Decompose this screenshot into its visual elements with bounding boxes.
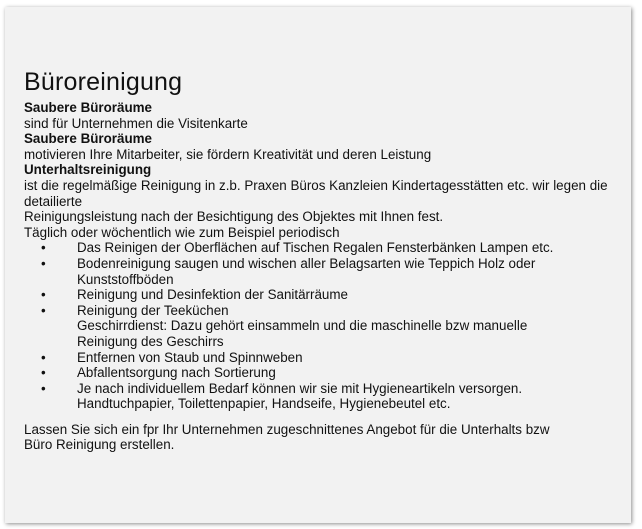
list-item-text: Reinigung der Teeküchen xyxy=(77,302,229,318)
intro-line: Reinigungsleistung nach der Besichtigung des Objektes mit Ihnen fest. xyxy=(24,209,444,225)
list-item xyxy=(77,240,577,256)
list-item-text: Reinigung und Desinfektion der Sanitärräume xyxy=(77,287,348,303)
list-item xyxy=(77,365,577,381)
list-item xyxy=(77,303,577,350)
list-item-subtext: Geschirrdienst: Dazu gehört einsammeln und die maschinelle bzw manuelle Reinigung des Geschirrs xyxy=(77,318,528,349)
section-text: ist die regelmäßige Reinigung in z.b. Praxen Büros Kanzleien Kindertagesstätten etc. wir legen die detailierte xyxy=(24,177,608,209)
list-item xyxy=(77,381,577,412)
list-item-text: Das Reinigen der Oberflächen auf Tischen Regalen Fensterbänken Lampen etc. xyxy=(77,240,554,256)
section-heading: Saubere Büroräume xyxy=(24,100,152,115)
closing-paragraph: Lassen Sie sich ein fpr Ihr Unternehmen zugeschnittenes Angebot für die Unterhalts bzw Büro Reinigung erstellen. xyxy=(24,421,550,453)
list-item-text: Abfallentsorgung nach Sortierung xyxy=(77,365,276,381)
list-item-subtext: Handtuchpapier, Toilettenpapier, Handseife, Hygienebeutel etc. xyxy=(77,396,451,412)
section-heading: Saubere Büroräume xyxy=(24,131,152,147)
service-list xyxy=(24,240,577,412)
list-item-text: Entfernen von Staub und Spinnweben xyxy=(77,349,303,365)
page-title: Büroreinigung xyxy=(24,68,183,96)
list-item xyxy=(77,256,577,287)
list-item xyxy=(77,350,577,366)
section-text: sind für Unternehmen die Visitenkarte xyxy=(24,115,248,131)
section-text: motivieren Ihre Mitarbeiter, sie fördern Kreativität und deren Leistung xyxy=(24,146,432,162)
list-item xyxy=(77,287,577,303)
list-item-text: Je nach individuellem Bedarf können wir sie mit Hygieneartikeln versorgen. xyxy=(77,380,523,396)
intro-line: Täglich oder wöchentlich wie zum Beispiel periodisch xyxy=(24,224,340,240)
list-item-text: Bodenreinigung saugen und wischen aller Belagsarten wie Teppich Holz oder Kunststoffböden xyxy=(77,255,536,287)
section-heading: Unterhaltsreinigung xyxy=(24,162,152,178)
content-panel xyxy=(5,7,631,523)
